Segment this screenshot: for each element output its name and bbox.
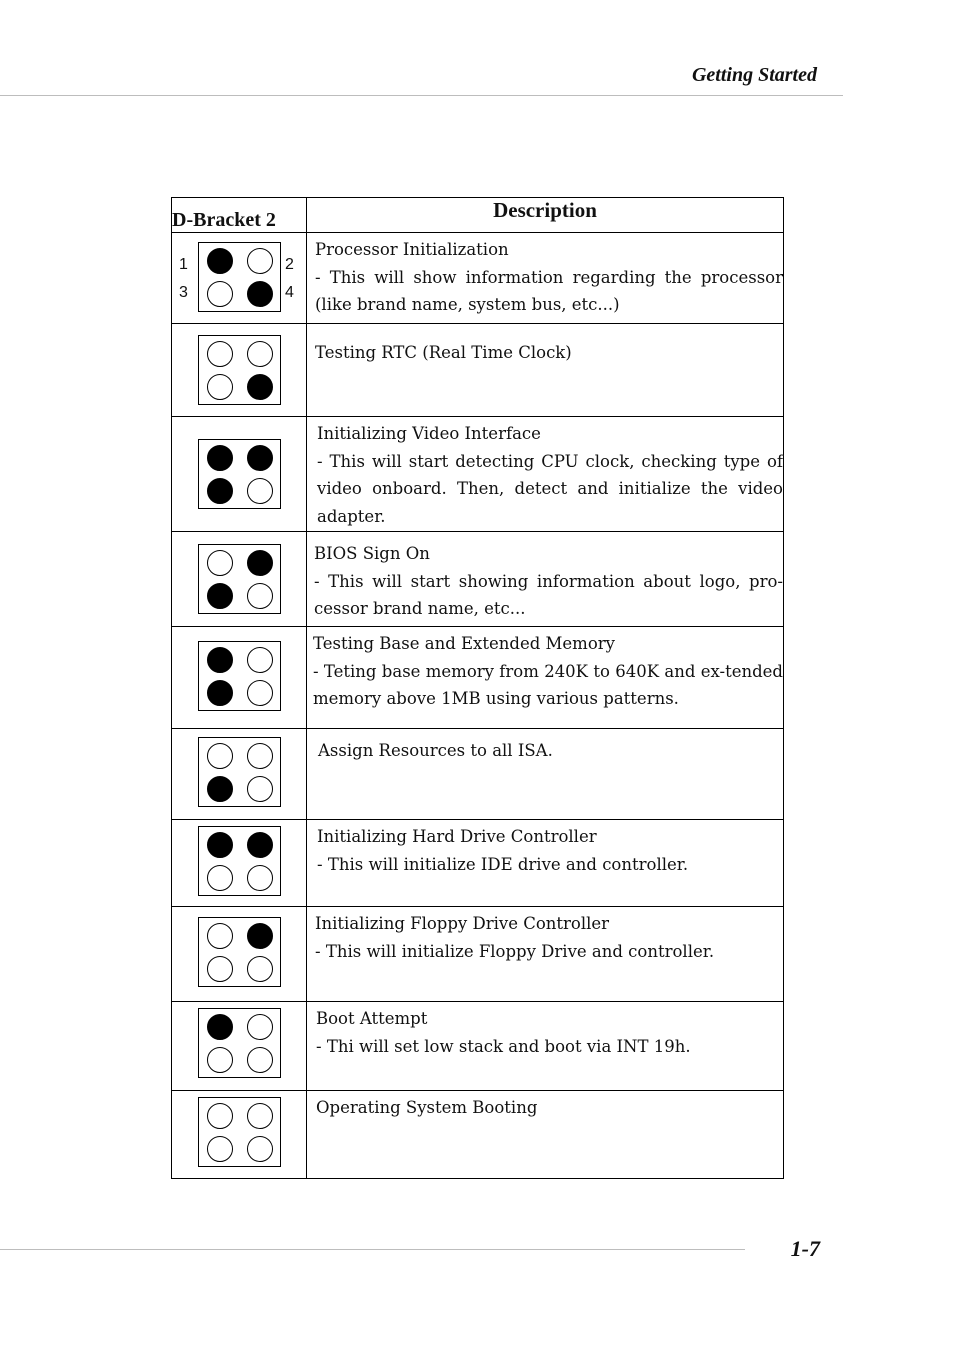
pin-number-label: 3 [179, 284, 188, 301]
led-off-icon [247, 776, 273, 802]
led-off-icon [207, 923, 233, 949]
led-off-icon [247, 248, 273, 274]
header-rule [0, 95, 843, 96]
led-pin-box [198, 641, 281, 711]
led-off-icon [247, 647, 273, 673]
led-off-icon [207, 374, 233, 400]
led-on-icon [207, 248, 233, 274]
description-cell [307, 1002, 784, 1091]
description-cell [307, 1091, 784, 1179]
led-pattern-cell [172, 233, 307, 324]
led-off-icon [247, 956, 273, 982]
description-detail: - This will initialize Floppy Drive and controller. [315, 941, 715, 961]
led-on-icon [207, 583, 233, 609]
led-pin-box [198, 1097, 281, 1167]
led-pin-box [198, 439, 281, 509]
led-off-icon [247, 478, 273, 504]
table-row [172, 417, 784, 532]
led-off-icon [247, 1047, 273, 1073]
led-pin-box [198, 737, 281, 807]
led-on-icon [207, 647, 233, 673]
led-off-icon [207, 1047, 233, 1073]
led-pattern-cell [172, 729, 307, 820]
led-on-icon [207, 445, 233, 471]
pin-number-label: 4 [285, 284, 294, 301]
led-on-icon [207, 680, 233, 706]
led-pattern-cell [172, 1002, 307, 1091]
led-off-icon [247, 680, 273, 706]
led-pin-box [198, 826, 281, 896]
description-title: Testing Base and Extended Memory [313, 634, 615, 653]
description-title: Processor Initialization [315, 240, 509, 259]
led-off-icon [247, 341, 273, 367]
led-on-icon [247, 445, 273, 471]
led-off-icon [207, 956, 233, 982]
table-row [172, 627, 784, 729]
led-on-icon [247, 550, 273, 576]
description-cell [307, 233, 784, 324]
table-row [172, 820, 784, 907]
table-row [172, 532, 784, 627]
page-number: 1-7 [790, 1236, 820, 1261]
led-pattern-cell [172, 627, 307, 729]
description-title: Operating System Booting [316, 1098, 538, 1117]
description-cell [307, 820, 784, 907]
led-on-icon [207, 1014, 233, 1040]
led-off-icon [247, 583, 273, 609]
table-row [172, 1002, 784, 1091]
led-on-icon [247, 374, 273, 400]
description-title: Assign Resources to all ISA. [318, 741, 553, 760]
description-detail: - Thi will set low stack and boot via INT 19h. [316, 1036, 691, 1056]
description-title: Boot Attempt [316, 1009, 428, 1028]
led-on-icon [207, 478, 233, 504]
footer-rule [0, 1249, 745, 1250]
led-off-icon [247, 1103, 273, 1129]
description-detail: - This will start detecting CPU clock, checking type of video onboard. Then, detect and initialize the video adapter. [317, 451, 783, 526]
led-off-icon [247, 865, 273, 891]
description-cell [307, 417, 784, 532]
led-on-icon [247, 281, 273, 307]
led-off-icon [247, 743, 273, 769]
led-pattern-cell [172, 417, 307, 532]
d-bracket-led-table [171, 197, 784, 1179]
column-header-d-bracket: D-Bracket 2 [172, 198, 307, 233]
description-cell [307, 627, 784, 729]
description-title: BIOS Sign On [314, 544, 430, 563]
led-pattern-cell [172, 324, 307, 417]
pin-number-label: 2 [285, 256, 294, 273]
table-row [172, 233, 784, 324]
table-row [172, 324, 784, 417]
led-off-icon [207, 341, 233, 367]
description-detail: - This will initialize IDE drive and controller. [317, 854, 689, 874]
description-cell [307, 324, 784, 417]
description-detail: - This will show information regarding the processor (like brand name, system bus, etc...) [315, 267, 783, 314]
led-pattern-cell [172, 907, 307, 1002]
led-pin-box [198, 544, 281, 614]
led-off-icon [207, 865, 233, 891]
running-header: Getting Started [691, 64, 817, 86]
description-title: Testing RTC (Real Time Clock) [315, 343, 572, 362]
led-pin-box [198, 335, 281, 405]
led-off-icon [207, 1136, 233, 1162]
description-cell [307, 532, 784, 627]
led-pattern-cell [172, 532, 307, 627]
table-row [172, 907, 784, 1002]
led-off-icon [207, 1103, 233, 1129]
led-off-icon [247, 1014, 273, 1040]
description-title: Initializing Video Interface [317, 424, 541, 443]
table-row [172, 1091, 784, 1179]
led-off-icon [207, 743, 233, 769]
led-on-icon [207, 832, 233, 858]
led-pattern-cell [172, 1091, 307, 1179]
led-pin-box [198, 242, 281, 312]
led-on-icon [247, 832, 273, 858]
description-detail: - Teting base memory from 240K to 640K and ex-tended memory above 1MB using various patterns. [313, 661, 783, 708]
column-header-description: Description [307, 198, 784, 233]
led-off-icon [207, 281, 233, 307]
description-title: Initializing Hard Drive Controller [317, 827, 597, 846]
led-on-icon [207, 776, 233, 802]
led-on-icon [247, 923, 273, 949]
led-off-icon [247, 1136, 273, 1162]
led-pattern-cell [172, 820, 307, 907]
pin-number-label: 1 [179, 256, 188, 273]
description-cell [307, 729, 784, 820]
led-pin-box [198, 1008, 281, 1078]
led-pin-box [198, 917, 281, 987]
description-title: Initializing Floppy Drive Controller [315, 914, 610, 933]
description-detail: - This will start showing information about logo, pro-cessor brand name, etc... [314, 571, 783, 618]
table-row [172, 729, 784, 820]
description-cell [307, 907, 784, 1002]
led-off-icon [207, 550, 233, 576]
